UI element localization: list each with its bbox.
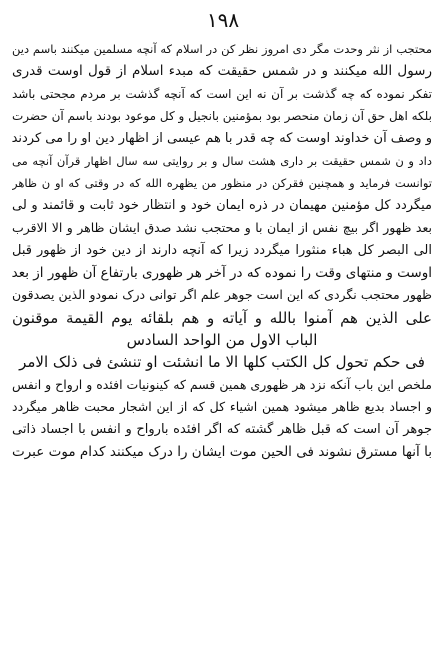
text-body xyxy=(12,38,432,463)
text-line: میگردد کل مؤمنین مهیمان در ذره ایمان خود و انتظار خود ثابت و قائمند و لی xyxy=(12,197,432,213)
text-line: ملخص این باب آنکه نزد هر ظهوری همین قسم که کینونیات افئده و ارواح و انفس xyxy=(12,376,432,392)
text-line: اوست و منتهای وقت را نموده که در آخر هر ظهوری بارتفاع آن ظهور از بعد xyxy=(12,264,432,281)
text-line: الی البصر کل هباء منثورا میگردد زیرا که آنچه دارند از دین خود از ظهور قبل xyxy=(12,242,432,258)
text-line: رسول الله میکنند و در شمس حقیقت که مبدء اسلام از قول اوست قدری xyxy=(12,63,432,80)
text-line: و اجساد بدیع ظاهر میشود همین اشیاء کل که از این اشجار محبت ظاهر میگردد xyxy=(12,399,432,415)
text-line: ظهور محتجب نگردی که این است جوهر علم اگر توانی درک نمودو الذین یصدقون xyxy=(12,287,432,303)
page-number: ۱۹۸ xyxy=(206,8,240,32)
text-line: داد و ن شمس حقیقت بر داری هشت سال و بر روایتی سه سال اظهار قرآن آنچه می xyxy=(12,153,432,168)
text-line: توانست فرماید و همچنین فقرکن در منظور من یظهره الله که در وقتی که او ن ظاهر xyxy=(12,176,432,191)
text-line: جوهر آن است که قبل ظاهر گشته که اگر افئده بارواح و انفس با اجساد ذاتی xyxy=(12,421,432,437)
text-line: و وصف آن خداوند اوست که چه قدر با هم عیسی از اظهار دین او را می کردند xyxy=(12,130,432,146)
text-line: علی الذین هم آمنوا بالله و آیاته و هم بلقائه یوم القیمة موقنون xyxy=(12,308,432,327)
heading-line: الباب الاول من الواحد السادس xyxy=(126,331,318,350)
text-line: با آنها مسترق نشوند فی الحین موت ایشان را درک میکنند کدام موت عبرت xyxy=(12,444,432,461)
text-line: محتجب از نثر وحدت مگر دی امروز نظر کن در اسلام که آنچه مسلمین میکنند باسم دین xyxy=(12,42,432,56)
text-line: بعد ظهور اگر بیچ نفس از ایمان با و محتجب نشد صدق ایشان ظاهر و الا الاقرب xyxy=(12,220,432,236)
text-line: تفکر نموده که چه گذشت بر آن نه این است که آنچه گذشت بر مردم مجحتی باشد xyxy=(12,86,432,101)
heading-line: فی حکم تحول کل الکتب کلها الا ما انشئت او تنشئ فی ذلک الامر xyxy=(19,353,425,372)
text-line: بلکه اهل حق آن زمان منحصر بود بمؤمنین بانجیل و کل موعود بودند باسم آن حضرت xyxy=(12,109,432,124)
